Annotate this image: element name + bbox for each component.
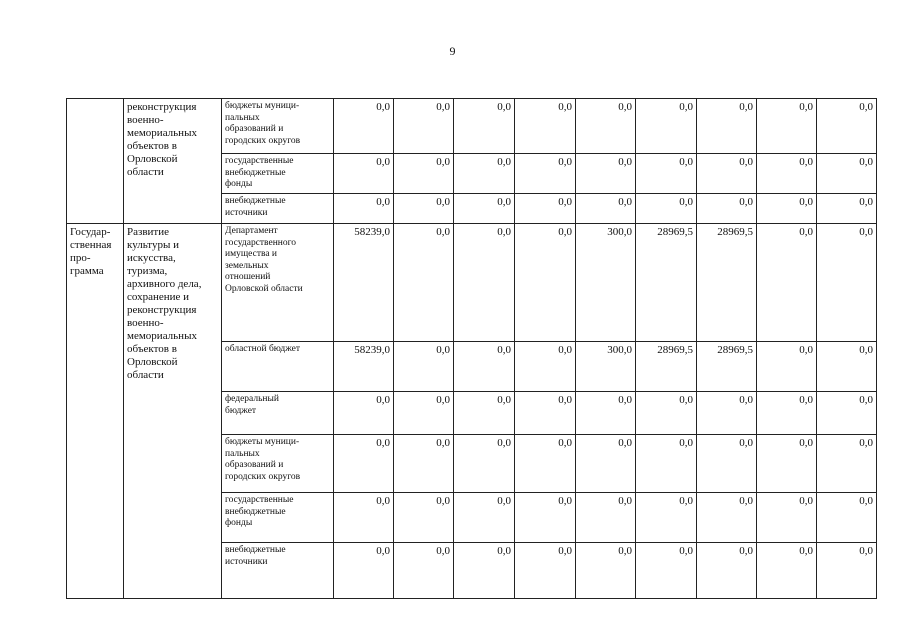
status-cell	[67, 224, 124, 599]
value-cell: 0,0	[454, 435, 515, 493]
value-cell: 0,0	[394, 154, 454, 194]
value-cell: 0,0	[334, 194, 394, 224]
value-cell: 28969,5	[697, 342, 757, 392]
funding-source-cell	[222, 194, 334, 224]
value-cell: 0,0	[817, 154, 877, 194]
table-row	[67, 224, 877, 342]
value-cell: 0,0	[636, 154, 697, 194]
value-cell: 0,0	[817, 493, 877, 543]
value-cell: 0,0	[757, 194, 817, 224]
value-cell: 0,0	[334, 154, 394, 194]
value-cell: 0,0	[334, 392, 394, 435]
value-cell: 0,0	[636, 543, 697, 599]
value-cell: 0,0	[576, 493, 636, 543]
program-name-cell	[124, 99, 222, 224]
value-cell: 0,0	[394, 493, 454, 543]
funding-source: государственные внебюджетные фонды	[225, 156, 294, 189]
value-cell: 0,0	[334, 493, 394, 543]
value-cell: 0,0	[454, 342, 515, 392]
table-row	[67, 99, 877, 154]
value-cell: 0,0	[454, 99, 515, 154]
value-cell: 0,0	[757, 99, 817, 154]
value-cell: 0,0	[817, 194, 877, 224]
funding-source-cell	[222, 342, 334, 392]
value-cell: 0,0	[817, 435, 877, 493]
value-cell: 0,0	[636, 194, 697, 224]
value-cell: 0,0	[697, 493, 757, 543]
program-name-cell	[124, 224, 222, 599]
value-cell: 0,0	[757, 342, 817, 392]
value-cell: 0,0	[757, 154, 817, 194]
value-cell: 0,0	[697, 99, 757, 154]
funding-source-cell	[222, 224, 334, 342]
value-cell: 0,0	[576, 194, 636, 224]
funding-source: государственные внебюджетные фонды	[225, 495, 294, 528]
value-cell: 0,0	[697, 543, 757, 599]
value-cell: 58239,0	[334, 342, 394, 392]
value-cell: 0,0	[515, 543, 576, 599]
value-cell: 0,0	[515, 99, 576, 154]
status-label: Государ- ственная про- грамма	[70, 226, 112, 277]
value-cell: 0,0	[515, 154, 576, 194]
value-cell: 0,0	[454, 392, 515, 435]
funding-source: областной бюджет	[225, 344, 301, 354]
value-cell: 0,0	[454, 194, 515, 224]
value-cell: 0,0	[636, 99, 697, 154]
value-cell: 0,0	[454, 543, 515, 599]
value-cell: 0,0	[636, 435, 697, 493]
value-cell: 0,0	[394, 342, 454, 392]
value-cell: 0,0	[454, 154, 515, 194]
funding-source: внебюджетные источники	[225, 196, 286, 218]
value-cell: 28969,5	[636, 342, 697, 392]
value-cell: 0,0	[334, 99, 394, 154]
page-number: 9	[449, 44, 456, 58]
value-cell: 0,0	[817, 99, 877, 154]
status-cell	[67, 99, 124, 224]
funding-source: Департамент государственного имущества и земельных отношений Орловской области	[225, 226, 303, 294]
value-cell: 0,0	[697, 154, 757, 194]
value-cell: 0,0	[334, 543, 394, 599]
value-cell: 0,0	[576, 435, 636, 493]
funding-source-cell	[222, 392, 334, 435]
value-cell: 0,0	[757, 543, 817, 599]
program-name: Развитие культуры и искусства, туризма, архивного дела, сохранение и реконструкция военно- мемориальных объектов в Орловской области	[127, 226, 202, 381]
value-cell: 0,0	[394, 392, 454, 435]
value-cell: 0,0	[757, 224, 817, 342]
value-cell: 0,0	[394, 99, 454, 154]
value-cell: 0,0	[817, 342, 877, 392]
value-cell: 0,0	[515, 435, 576, 493]
value-cell: 0,0	[454, 493, 515, 543]
value-cell: 0,0	[394, 543, 454, 599]
value-cell: 0,0	[454, 224, 515, 342]
value-cell: 0,0	[576, 154, 636, 194]
value-cell: 0,0	[515, 342, 576, 392]
value-cell: 0,0	[697, 435, 757, 493]
value-cell: 0,0	[817, 392, 877, 435]
funding-source: бюджеты муници- пальных образований и городских округов	[225, 437, 301, 482]
value-cell: 28969,5	[697, 224, 757, 342]
value-cell: 300,0	[576, 342, 636, 392]
funding-source-cell	[222, 154, 334, 194]
funding-source: бюджеты муници- пальных образований и городских округов	[225, 101, 301, 146]
value-cell: 0,0	[576, 543, 636, 599]
value-cell: 0,0	[757, 392, 817, 435]
value-cell: 0,0	[636, 493, 697, 543]
funding-source-cell	[222, 493, 334, 543]
value-cell: 300,0	[576, 224, 636, 342]
value-cell: 0,0	[515, 493, 576, 543]
funding-source: внебюджетные источники	[225, 545, 286, 567]
value-cell: 0,0	[576, 392, 636, 435]
program-name: реконструкция военно- мемориальных объектов в Орловской области	[127, 101, 197, 178]
value-cell: 0,0	[515, 392, 576, 435]
value-cell: 0,0	[757, 493, 817, 543]
value-cell: 0,0	[394, 224, 454, 342]
value-cell: 28969,5	[636, 224, 697, 342]
value-cell: 0,0	[334, 435, 394, 493]
value-cell: 0,0	[697, 194, 757, 224]
value-cell: 0,0	[817, 224, 877, 342]
value-cell: 0,0	[576, 99, 636, 154]
value-cell: 0,0	[394, 194, 454, 224]
funding-source-cell	[222, 99, 334, 154]
value-cell: 0,0	[636, 392, 697, 435]
funding-source-cell	[222, 435, 334, 493]
funding-source-cell	[222, 543, 334, 599]
value-cell: 0,0	[817, 543, 877, 599]
value-cell: 0,0	[697, 392, 757, 435]
budget-table	[66, 98, 877, 599]
value-cell: 58239,0	[334, 224, 394, 342]
value-cell: 0,0	[515, 224, 576, 342]
value-cell: 0,0	[515, 194, 576, 224]
funding-source: федеральный бюджет	[225, 394, 279, 416]
value-cell: 0,0	[394, 435, 454, 493]
value-cell: 0,0	[757, 435, 817, 493]
